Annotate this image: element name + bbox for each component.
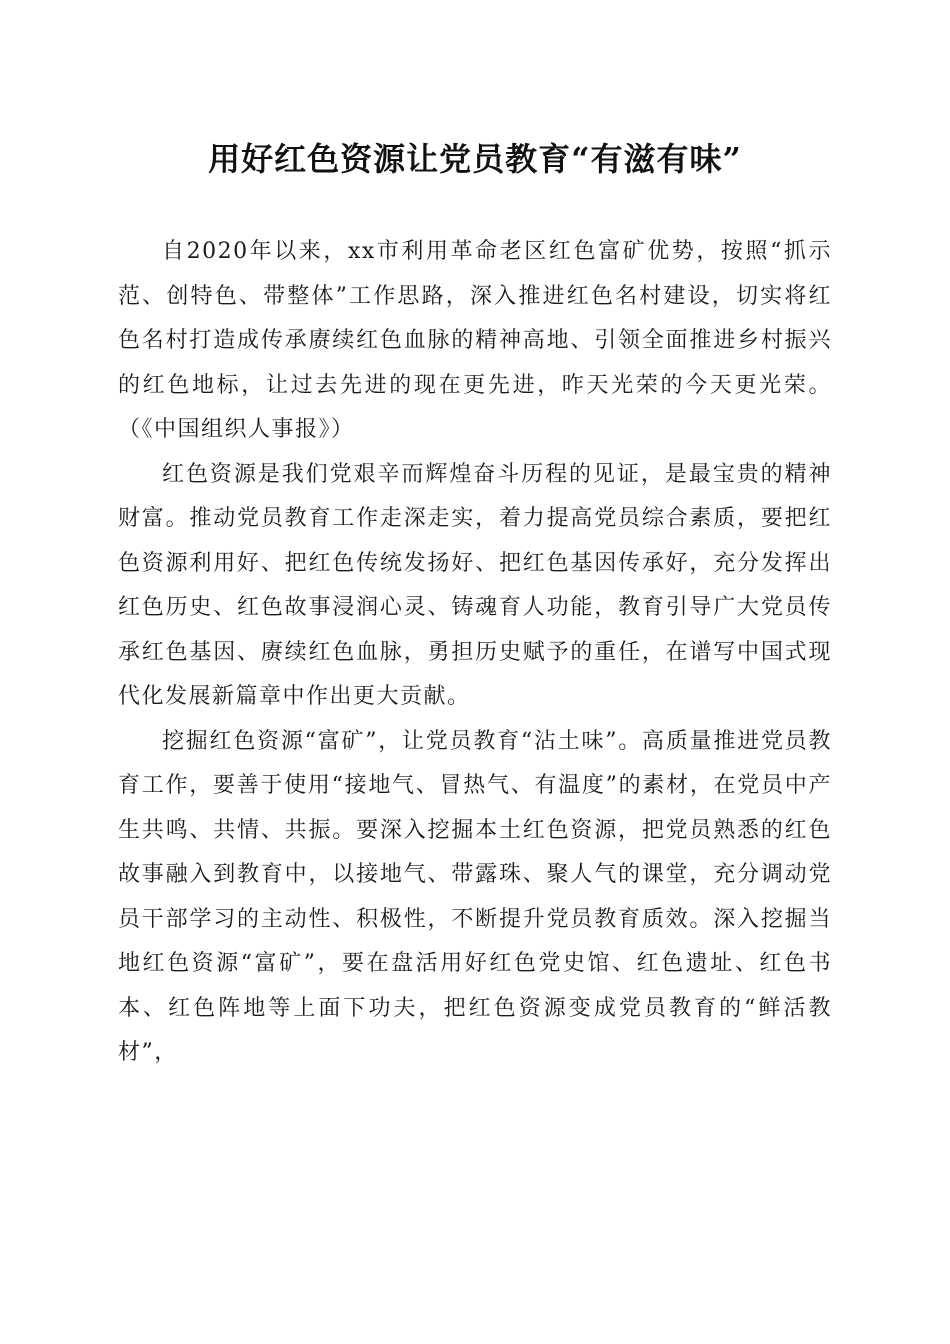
document-body — [118, 230, 832, 1076]
document-title: 用好红色资源让党员教育“有滋有味” — [208, 140, 742, 178]
paragraph-1: 自2020年以来，xx市利用革命老区红色富矿优势，按照“抓示范、创特色、带整体”工作思路，深入推进红色名村建设，切实将红色名村打造成传承赓续红色血脉的精神高地、引领全面推进乡村振兴的红色地标，让过去先进的现在更先进，昨天光荣的今天更光荣。（《中国组织人事报》） — [118, 239, 832, 442]
paragraph-3: 挖掘红色资源“富矿”，让党员教育“沾土味”。高质量推进党员教育工作，要善于使用“接地气、冒热气、有温度”的素材，在党员中产生共鸣、共情、共振。要深入挖掘本土红色资源，把党员熟悉的红色故事融入到教育中，以接地气、带露珠、聚人气的课堂，充分调动党员干部学习的主动性、积极性，不断提升党员教育质效。深入挖掘当地红色资源“富矿”，要在盘活用好红色党史馆、红色遗址、红色书本、红色阵地等上面下功夫，把红色资源变成党员教育的“鲜活教材”， — [118, 728, 832, 1065]
paragraph-2: 红色资源是我们党艰辛而辉煌奋斗历程的见证，是最宝贵的精神财富。推动党员教育工作走深走实，着力提高党员综合素质，要把红色资源利用好、把红色传统发扬好、把红色基因传承好，充分发挥出红色历史、红色故事浸润心灵、铸魂育人功能，教育引导广大党员传承红色基因、赓续红色血脉，勇担历史赋予的重任，在谱写中国式现代化发展新篇章中作出更大贡献。 — [118, 461, 832, 709]
